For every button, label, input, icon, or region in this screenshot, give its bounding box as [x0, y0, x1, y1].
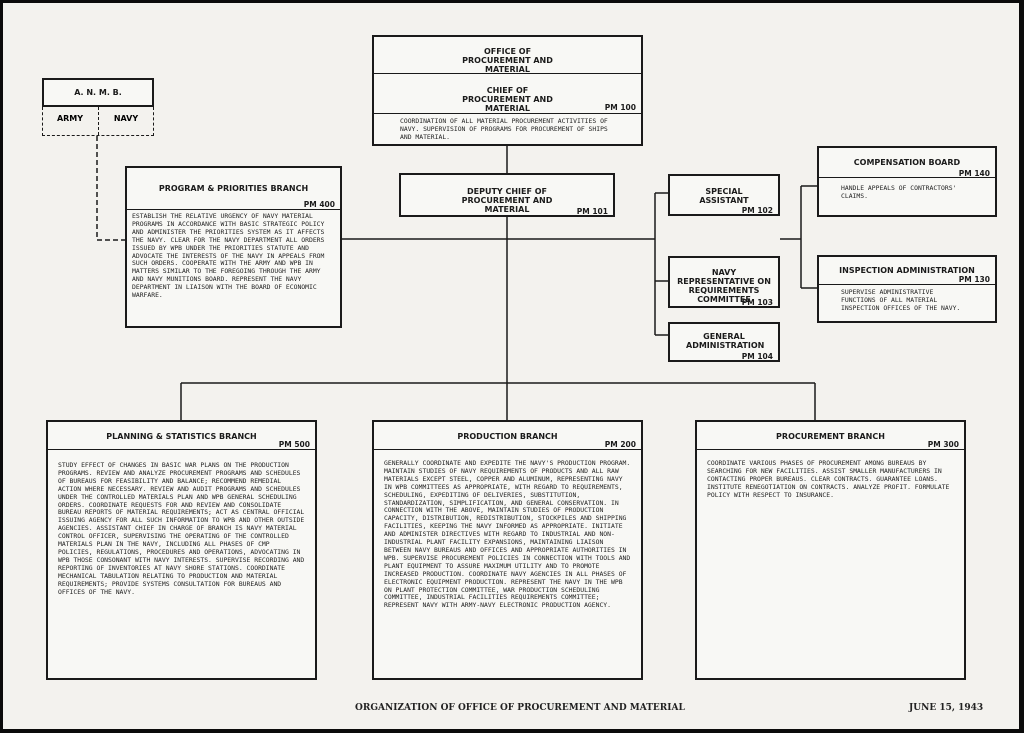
special-assistant-box [668, 174, 780, 216]
navy-rep-box [668, 256, 780, 308]
compensation-board-box [817, 146, 997, 217]
office-box [372, 35, 643, 146]
general-admin-box [668, 322, 780, 362]
compensation-board-title: COMPENSATION BOARD [853, 158, 961, 167]
anmb-army: ARMY [56, 114, 84, 123]
inspection-admin-code: PM 130 [958, 275, 990, 284]
general-admin-title: GENERAL ADMINISTRATION [686, 332, 765, 350]
anmb-navy: NAVY [113, 114, 139, 123]
planning-branch-desc: STUDY EFFECT OF CHANGES IN BASIC WAR PLANS ON THE PRODUCTION PROGRAMS. REVIEW AND ANALYZE PROCUREMENT PROGRAMS AND SCHEDULES OF BUREAUS FOR FEASIBILITY AND BALANCE; RECOMMEND REMEDIAL ACTION WHERE NECESSARY. REVIEW AND AUDIT PROGRAMS AND SCHEDULES UNDER THE CONTROLLED MATERIALS PLAN AND WPB GENERAL SCHEDULING ORDERS. COORDINATE REQUESTS FOR AND REVIEW AND CONSOLIDATE BUREAU REPORTS OF MATERIAL REQUIREMENTS; ACT AS CENTRAL OFFICIAL ISSUING AGENCY FOR ALL SUCH INFORMATION TO WPB AND OTHER OUTSIDE AGENCIES. ASSISTANT CHIEF IN CHARGE OF BRANCH IS NAVY MATERIAL CONTROL OFFICER, SUPERVISING THE OPERATING OF THE CONTROLLED MATERIALS PLAN IN THE NAVY, INCLUDING ALL PHASES OF CMP POLICIES, REGULATIONS, PROCEDURES AND OPERATIONS, ADVOCATING IN WPB THOSE CONSONANT WITH NAVY INTERESTS. SUPERVISE RECORDING AND REPORTING OF INVENTORIES AT NAVY SHORE STATIONS. COORDINATE MECHANICAL TABULATION RELATING TO PRODUCTION AND MATERIAL REQUIREMENTS; PROVIDE SYSTEMS CONSULTATION FOR BUREAUS AND OFFICES OF THE NAVY. [58, 461, 305, 596]
planning-branch-box [46, 420, 317, 680]
deputy-chief-box [399, 173, 615, 217]
inspection-admin-box [817, 255, 997, 323]
deputy-chief-code: PM 101 [576, 207, 608, 216]
planning-branch-code: PM 500 [278, 440, 310, 449]
inspection-admin-title: INSPECTION ADMINISTRATION [839, 266, 975, 275]
compensation-divider [819, 177, 995, 178]
chart-caption: ORGANIZATION OF OFFICE OF PROCUREMENT AND MATERIAL [355, 703, 685, 713]
office-code: PM 100 [604, 103, 636, 112]
program-divider [127, 209, 340, 210]
production-branch-code: PM 200 [604, 440, 636, 449]
chart-sheet [3, 3, 1019, 729]
program-branch-box [125, 166, 342, 328]
navy-rep-code: PM 103 [741, 298, 773, 307]
inspection-divider [819, 284, 995, 285]
anmb-title: A. N. M. B. [74, 88, 122, 97]
production-branch-desc: GENERALLY COORDINATE AND EXPEDITE THE NAVY'S PRODUCTION PROGRAM. MAINTAIN STUDIES OF NAVY REQUIREMENTS OF PRODUCTS AND ALL RAW MATERIALS EXCEPT STEEL, COPPER AND ALUMINUM, REPRESENTING NAVY IN WPB COMMITTEES AS APPROPRIATE, WITH REGARD TO REQUIREMENTS, SCHEDULING, EXPEDITING OF DELIVERIES, SUBSTITUTION, STANDARDIZATION, SIMPLIFICATION, AND GENERAL CONSERVATION. IN CONNECTION WITH THE ABOVE, MAINTAIN STUDIES OF PRODUCTION CAPACITY, DISTRIBUTION, REDISTRIBUTION, STOCKPILES AND SHIPPING FACILITIES, KEEPING THE NAVY INFORMED AS APPROPRIATE. INITIATE AND ADMINISTER DIRECTIVES WITH REGARD TO INDUSTRIAL AND NON-INDUSTRIAL PLANT FACILITY EXPANSIONS, MAINTAINING LIAISON BETWEEN NAVY BUREAUS AND OFFICES AND APPROPRIATE AUTHORITIES IN WPB. SUPERVISE PROCUREMENT POLICIES IN CONNECTION WITH TOOLS AND PLANT EQUIPMENT TO ASSURE MAXIMUM UTILITY AND TO PROMOTE INCREASED PRODUCTION. COORDINATE NAVY AGENCIES IN ALL PHASES OF ELECTRONIC EQUIPMENT PRODUCTION. REPRESENT THE NAVY IN THE WPB ON PLANT PROTECTION COMMITTEE, WAR PRODUCTION SCHEDULING COMMITTEE, INDUSTRIAL FACILITIES REQUIREMENTS COMMITTEE; REPRESENT NAVY WITH ARMY-NAVY ELECTRONIC PRODUCTION AGENCY. [384, 459, 631, 610]
planning-branch-title: PLANNING & STATISTICS BRANCH [106, 432, 257, 441]
anmb-box [42, 78, 154, 107]
navy-rep-title: NAVY REPRESENTATIVE ON REQUIREMENTS COMMITTEE [677, 268, 771, 304]
procurement-branch-box [695, 420, 966, 680]
deputy-chief-title: DEPUTY CHIEF OF PROCUREMENT AND MATERIAL [461, 187, 553, 214]
chart-date: JUNE 15, 1943 [909, 703, 984, 713]
production-divider [374, 449, 641, 450]
general-admin-code: PM 104 [741, 352, 773, 361]
production-branch-box [372, 420, 643, 680]
special-assistant-code: PM 102 [741, 206, 773, 215]
special-assistant-title: SPECIAL ASSISTANT [699, 187, 749, 205]
procurement-branch-desc: COORDINATE VARIOUS PHASES OF PROCUREMENT AMONG BUREAUS BY SEARCHING FOR NEW FACILITIES. ASSIST SMALLER MANUFACTURERS IN CONTACTING PROPER BUREAUS. CLEAR CONTRACTS. GUARANTEE LOANS. INSTITUTE RENEGOTIATION ON CONTRACTS. ANALYZE PROFIT. FORMULATE POLICY WITH RESPECT TO INSURANCE. [707, 459, 950, 499]
program-branch-title: PROGRAM & PRIORITIES BRANCH [158, 184, 309, 193]
office-divider-2 [374, 113, 641, 114]
production-branch-title: PRODUCTION BRANCH [457, 432, 558, 441]
inspection-admin-desc: SUPERVISE ADMINISTRATIVE FUNCTIONS OF ALL MATERIAL INSPECTION OFFICES OF THE NAVY. [841, 288, 961, 312]
planning-divider [48, 449, 315, 450]
procurement-divider [697, 449, 964, 450]
office-desc: COORDINATION OF ALL MATERIAL PROCUREMENT ACTIVITIES OF NAVY. SUPERVISION OF PROGRAMS FOR PROCUREMENT OF SHIPS AND MATERIAL. [400, 117, 608, 141]
chief-title: CHIEF OF PROCUREMENT AND MATERIAL [462, 86, 553, 113]
anmb-subbox [42, 107, 154, 136]
program-branch-code: PM 400 [303, 200, 335, 209]
office-title: OFFICE OF PROCUREMENT AND MATERIAL [462, 47, 553, 74]
procurement-branch-title: PROCUREMENT BRANCH [776, 432, 885, 441]
program-branch-desc: ESTABLISH THE RELATIVE URGENCY OF NAVY MATERIAL PROGRAMS IN ACCORDANCE WITH BASIC STRATEGIC POLICY AND ADMINISTER THE PRIORITIES SYSTEM AS IT AFFECTS THE NAVY. CLEAR FOR THE NAVY DEPARTMENT ALL ORDERS ISSUED BY WPB UNDER THE PRIORITIES STATUTE AND ADVOCATE THE INTERESTS OF THE NAVY IN APPEALS FROM SUCH ORDERS. COOPERATE WITH THE ARMY AND WPB IN MATTERS SIMILAR TO THE FOREGOING THROUGH THE ARMY AND NAVY MUNITIONS BOARD. REPRESENT THE NAVY DEPARTMENT IN LIAISON WITH THE BOARD OF ECONOMIC WARFARE. [132, 212, 325, 300]
compensation-board-desc: HANDLE APPEALS OF CONTRACTORS' CLAIMS. [841, 184, 957, 200]
office-divider [374, 73, 641, 74]
procurement-branch-code: PM 300 [927, 440, 959, 449]
compensation-board-code: PM 140 [958, 169, 990, 178]
